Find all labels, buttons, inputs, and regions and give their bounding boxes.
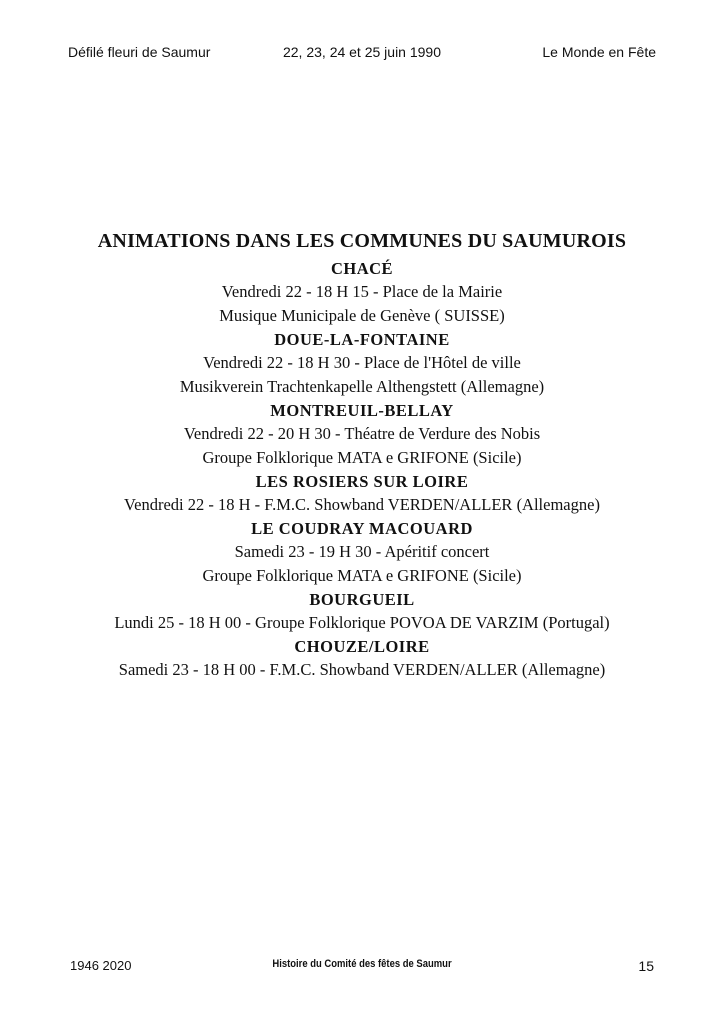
- commune-name: MONTREUIL-BELLAY: [270, 401, 454, 420]
- commune-name: CHOUZE/LOIRE: [294, 637, 430, 656]
- footer-book-title: Histoire du Comité des fêtes de Saumur: [272, 958, 452, 970]
- commune-name: BOURGUEIL: [309, 590, 415, 609]
- event-line: Vendredi 22 - 18 H 30 - Place de l'Hôtel de ville: [203, 353, 521, 372]
- header-event-title: Défilé fleuri de Saumur: [68, 44, 211, 60]
- animations-section: [0, 226, 724, 682]
- event-line: Groupe Folklorique MATA e GRIFONE (Sicile): [202, 448, 522, 467]
- commune-name: LE COUDRAY MACOUARD: [251, 519, 473, 538]
- page-number: 15: [638, 958, 654, 974]
- section-title: ANIMATIONS DANS LES COMMUNES DU SAUMUROIS: [97, 230, 627, 252]
- commune-name: CHACÉ: [330, 259, 394, 278]
- event-line: Lundi 25 - 18 H 00 - Groupe Folklorique POVOA DE VARZIM (Portugal): [114, 613, 610, 632]
- event-line: Musique Municipale de Genève ( SUISSE): [219, 306, 505, 325]
- event-line: Vendredi 22 - 18 H 15 - Place de la Mairie: [221, 282, 503, 301]
- event-line: Musikverein Trachtenkapelle Althengstett (Allemagne): [179, 377, 545, 396]
- header-theme: Le Monde en Fête: [542, 44, 656, 60]
- event-line: Groupe Folklorique MATA e GRIFONE (Sicile): [202, 566, 522, 585]
- event-line: Samedi 23 - 19 H 30 - Apéritif concert: [234, 542, 490, 561]
- event-line: Samedi 23 - 18 H 00 - F.M.C. Showband VERDEN/ALLER (Allemagne): [118, 660, 606, 679]
- commune-name: LES ROSIERS SUR LOIRE: [255, 472, 469, 491]
- event-line: Vendredi 22 - 20 H 30 - Théatre de Verdure des Nobis: [183, 424, 541, 443]
- commune-name: DOUE-LA-FONTAINE: [274, 330, 450, 349]
- footer-years: 1946 2020: [70, 958, 132, 973]
- event-line: Vendredi 22 - 18 H - F.M.C. Showband VERDEN/ALLER (Allemagne): [124, 495, 600, 514]
- header-dates: 22, 23, 24 et 25 juin 1990: [282, 44, 442, 60]
